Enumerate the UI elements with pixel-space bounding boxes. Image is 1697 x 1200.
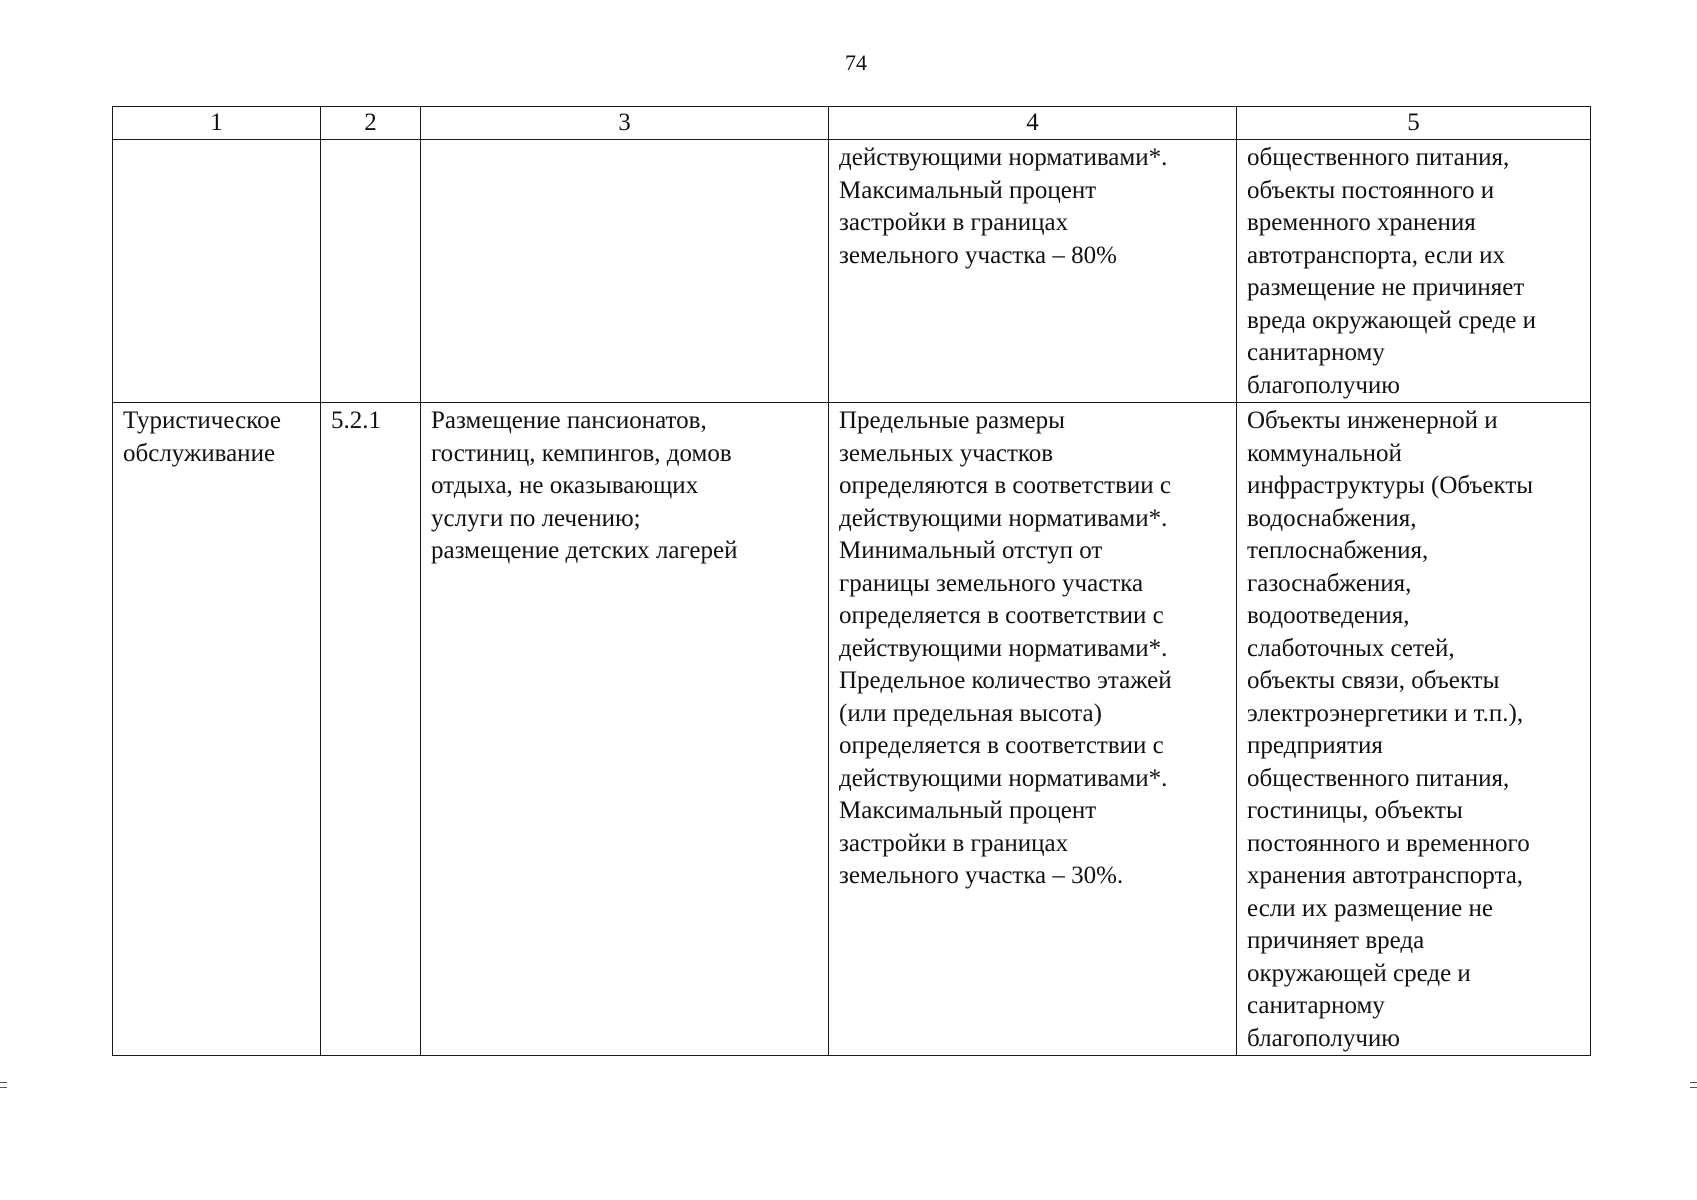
cell-use-name: Туристическое обслуживание [113,403,321,1056]
column-header-4: 4 [829,107,1237,140]
table-row-continuation [113,140,1591,403]
column-header-1: 1 [113,107,321,140]
cell-use-description: Размещение пансионатов, гостиниц, кемпингов, домов отдыха, не оказывающих услуги по лечению; размещение детских лагерей [421,403,829,1056]
page-number: 74 [845,50,867,75]
column-header-3: 3 [421,107,829,140]
cell-use-description [421,140,829,403]
column-header-2: 2 [321,107,421,140]
cell-auxiliary-uses: Объекты инженерной и коммунальной инфраструктуры (Объекты водоснабжения, теплоснабжения, газоснабжения, водоотведения, слаботочных сетей, объекты связи, объекты электроэнергетики и т.п.), предприятия общественного питания, гостиницы, объекты постоянного и временного хранения автотранспорта, если их размещение не причиняет вреда окружающей среде и санитарному благополучию [1237,403,1591,1056]
cell-parameters: Предельные размеры земельных участков определяются в соответствии с действующими нормативами*. Минимальный отступ от границы земельного участка определяется в соответствии с действующими нормативами*. Предельное количество этажей (или предельная высота) определяется в соответствии с действующими нормативами*. Максимальный процент застройки в границах земельного участка – 30%. [829,403,1237,1056]
land-use-table [112,106,1591,1056]
table-header-row [113,107,1591,140]
cell-use-code: 5.2.1 [321,403,421,1056]
cell-use-code [321,140,421,403]
scan-edge-mark-right [1690,1082,1697,1088]
cell-parameters: действующими нормативами*. Максимальный процент застройки в границах земельного участка – 80% [829,140,1237,403]
cell-use-name [113,140,321,403]
table-row-tourism [113,403,1591,1056]
scan-edge-mark-left [0,1082,7,1088]
cell-auxiliary-uses: общественного питания, объекты постоянного и временного хранения автотранспорта, если их размещение не причиняет вреда окружающей среде и санитарному благополучию [1237,140,1591,403]
column-header-5: 5 [1237,107,1591,140]
